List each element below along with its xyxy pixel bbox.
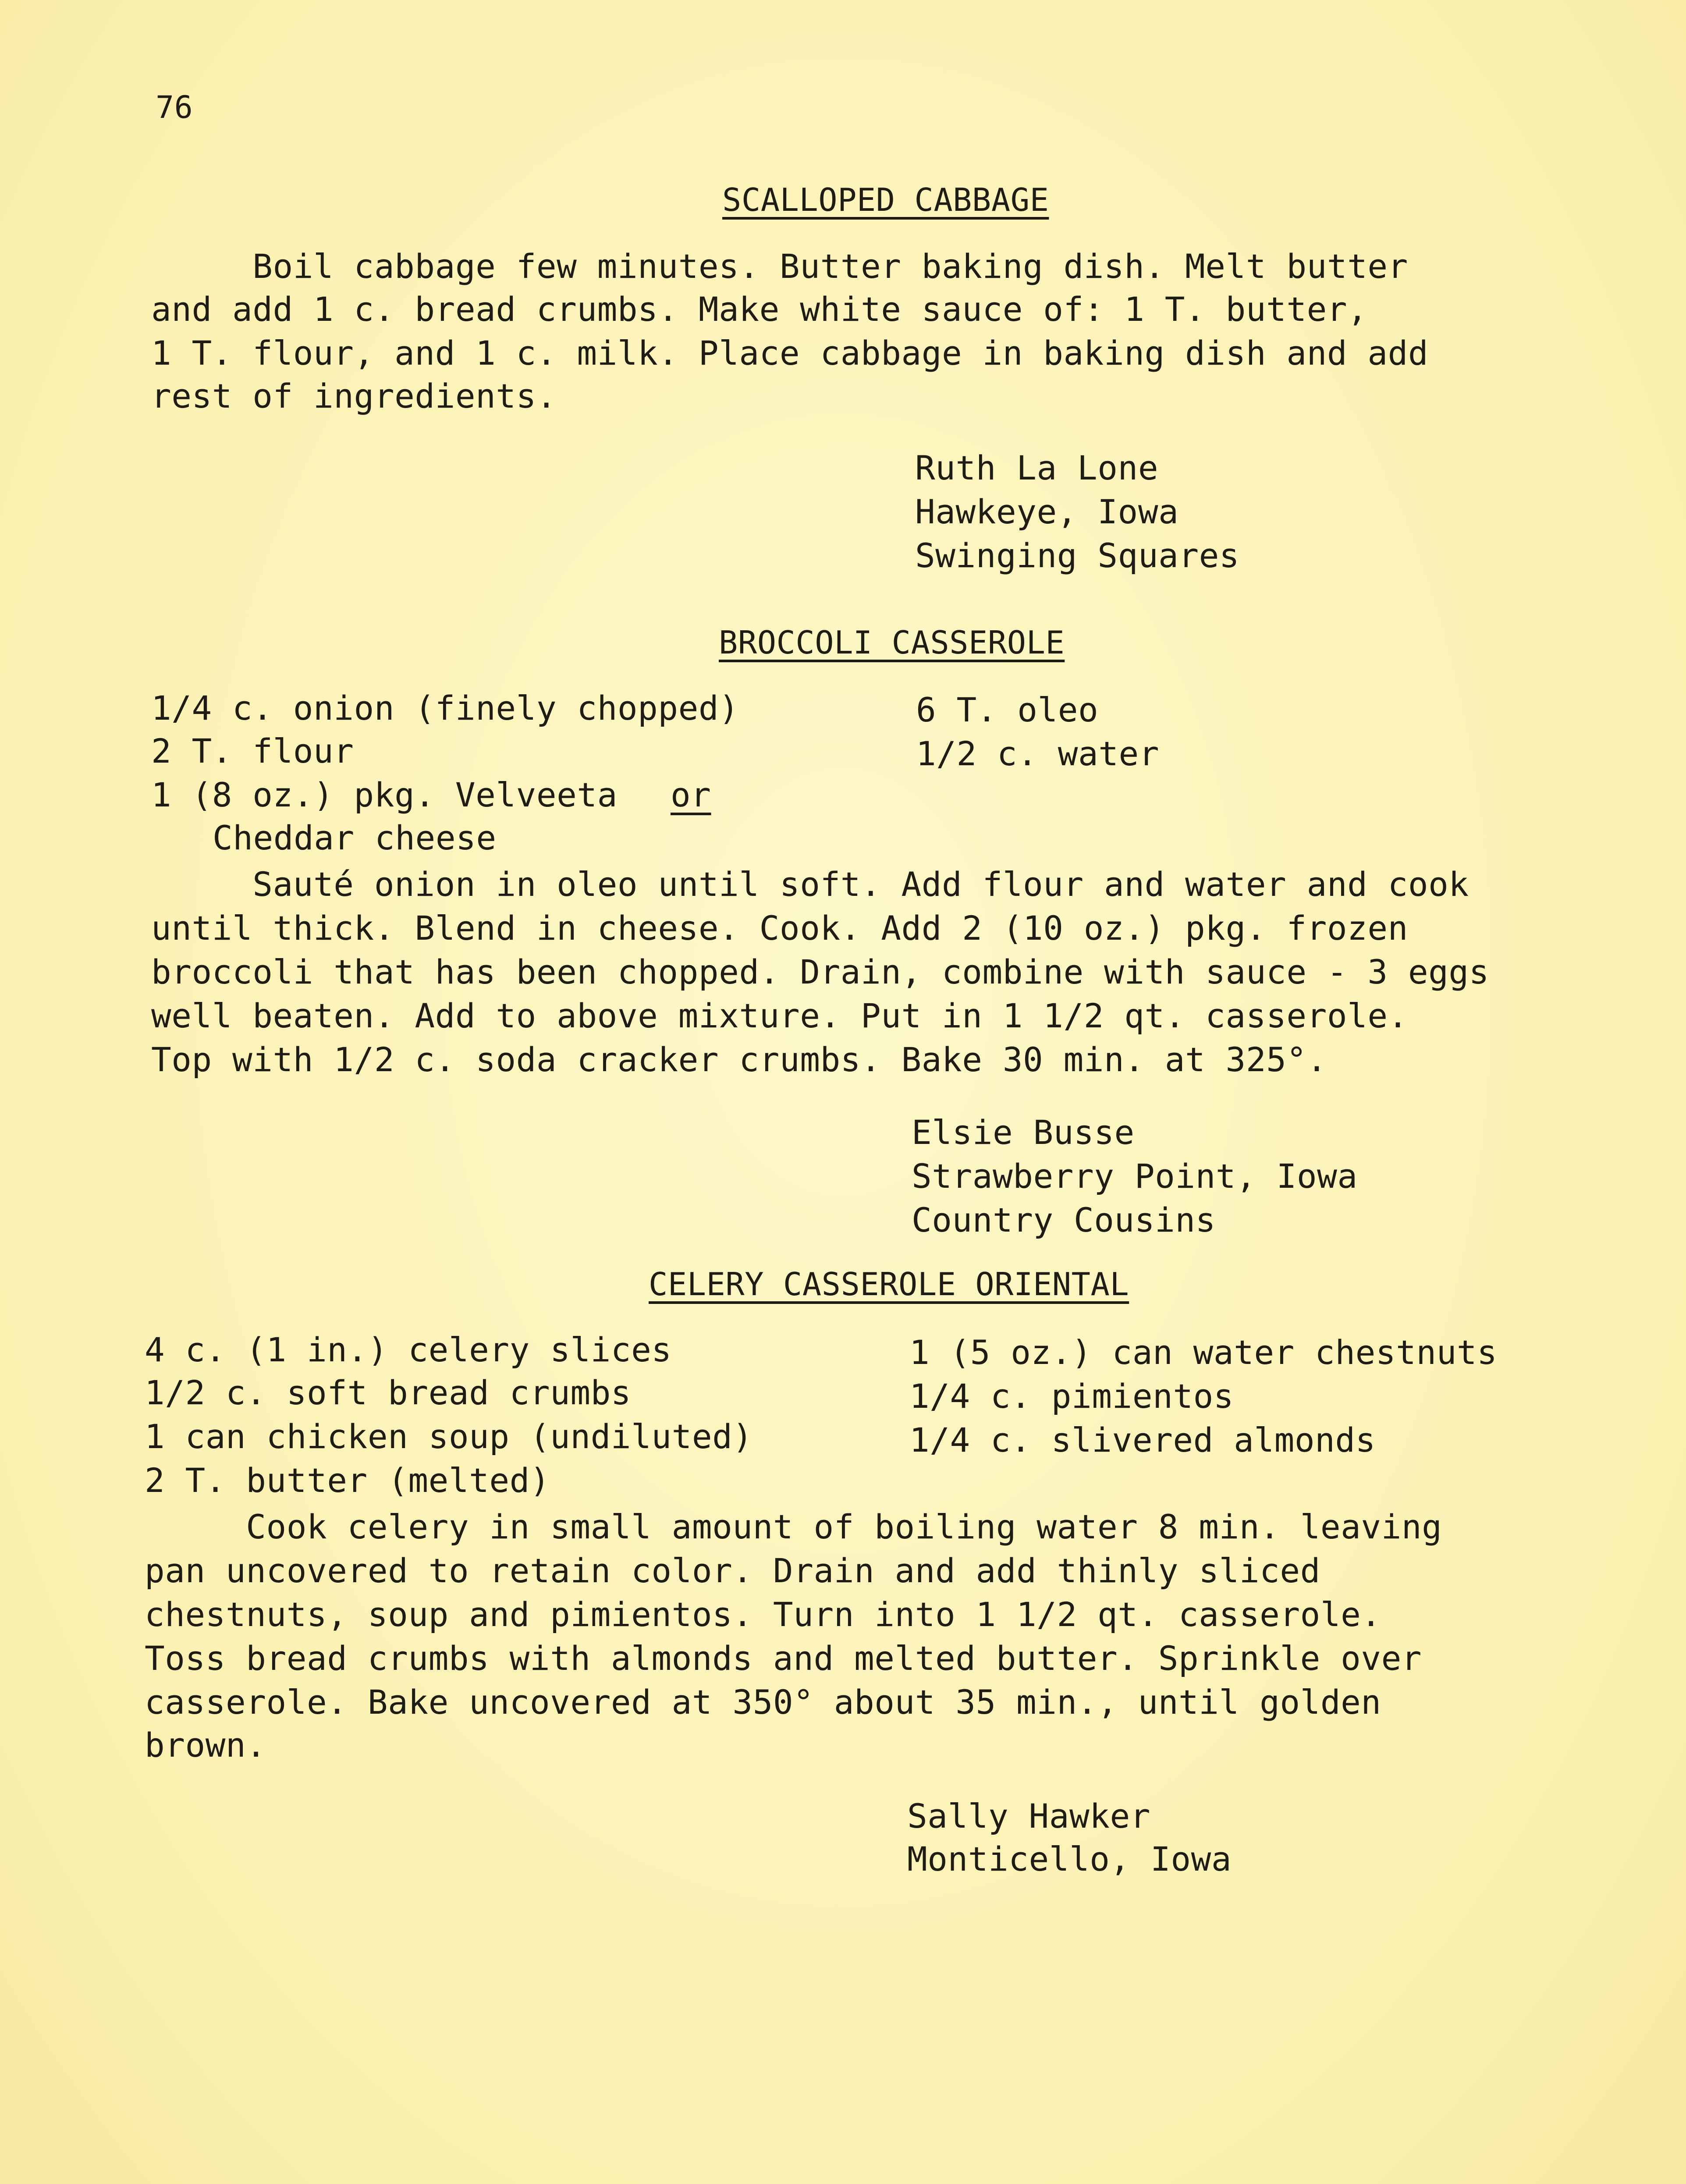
- credit-location: Monticello, Iowa: [907, 1840, 1232, 1879]
- directions-line: chestnuts, soup and pimientos. Turn into 1 1/2 qt. casserole.: [145, 1595, 1381, 1634]
- ingredient-left: 4 c. (1 in.) celery slices: [145, 1330, 672, 1369]
- ingredient-right: 1 (5 oz.) can water chestnuts: [909, 1333, 1498, 1372]
- directions-line: Cook celery in small amount of boiling water 8 min. leaving: [145, 1507, 1442, 1546]
- directions-line: brown.: [145, 1726, 266, 1765]
- ingredient-left: 1 (8 oz.) pkg. Velveeta: [151, 775, 618, 814]
- directions-line: well beaten. Add to above mixture. Put in 1 1/2 qt. casserole.: [151, 996, 1408, 1035]
- directions-line: and add 1 c. bread crumbs. Make white sauce of: 1 T. butter,: [151, 290, 1368, 329]
- directions-line: rest of ingredients.: [151, 376, 557, 415]
- credit-name: Ruth La Lone: [915, 448, 1159, 487]
- directions-line: Sauté onion in oleo until soft. Add flour and water and cook: [151, 865, 1469, 904]
- directions-line: Top with 1/2 c. soda cracker crumbs. Bake 30 min. at 325°.: [151, 1040, 1327, 1079]
- credit-location: Hawkeye, Iowa: [915, 492, 1179, 531]
- ingredient-left: 1 can chicken soup (undiluted): [145, 1417, 753, 1456]
- credit-name: Sally Hawker: [907, 1797, 1151, 1836]
- ingredient-left: Cheddar cheese: [213, 818, 497, 857]
- directions-line: 1 T. flour, and 1 c. milk. Place cabbage in baking dish and add: [151, 334, 1429, 373]
- ingredient-right: 1/2 c. water: [916, 734, 1160, 773]
- directions-line: casserole. Bake uncovered at 350° about 35 min., until golden: [145, 1683, 1381, 1722]
- page-number: 76: [156, 89, 193, 125]
- credit-club: Country Cousins: [912, 1200, 1216, 1239]
- recipe-title-scalloped-cabbage: SCALLOPED CABBAGE: [722, 181, 1049, 218]
- directions-line: Toss bread crumbs with almonds and melted butter. Sprinkle over: [145, 1639, 1422, 1678]
- credit-club: Swinging Squares: [915, 536, 1240, 575]
- ingredient-right: 1/4 c. slivered almonds: [909, 1420, 1376, 1460]
- credit-name: Elsie Busse: [912, 1113, 1135, 1152]
- recipe-title-celery-casserole-oriental: CELERY CASSEROLE ORIENTAL: [649, 1266, 1129, 1303]
- ingredient-right: 1/4 c. pimientos: [909, 1377, 1234, 1416]
- ingredient-right: 6 T. oleo: [916, 690, 1099, 729]
- recipe-title-broccoli-casserole: BROCCOLI CASSEROLE: [719, 624, 1065, 661]
- credit-location: Strawberry Point, Iowa: [912, 1157, 1358, 1196]
- ingredient-left: 2 T. butter (melted): [145, 1461, 550, 1500]
- ingredient-or: or: [671, 775, 711, 814]
- ingredient-left: 1/4 c. onion (finely chopped): [151, 689, 739, 728]
- ingredient-left: 1/2 c. soft bread crumbs: [145, 1373, 632, 1412]
- directions-line: broccoli that has been chopped. Drain, combine with sauce - 3 eggs: [151, 952, 1489, 991]
- directions-line: pan uncovered to retain color. Drain and add thinly sliced: [145, 1551, 1320, 1590]
- ingredient-left: 2 T. flour: [151, 732, 354, 771]
- directions-line: until thick. Blend in cheese. Cook. Add 2 (10 oz.) pkg. frozen: [151, 909, 1408, 948]
- directions-line: Boil cabbage few minutes. Butter baking dish. Melt butter: [151, 247, 1408, 286]
